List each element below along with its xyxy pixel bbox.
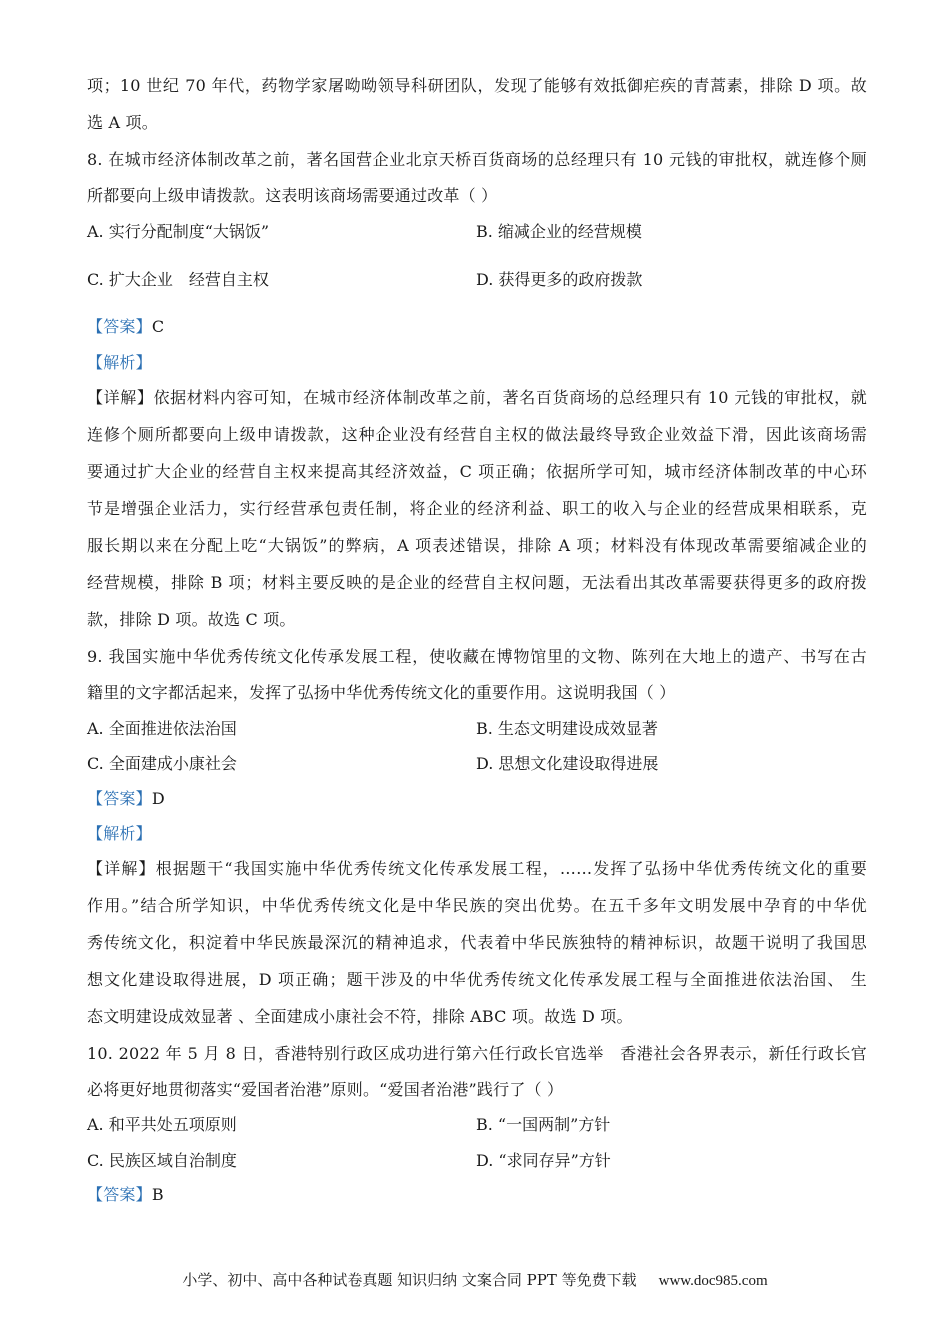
q8-detail-line: 连修个厕所都要向上级申请拨款，这种企业没有经营自主权的做法最终导致企业效益下滑，因此该商场需: [87, 425, 867, 444]
q9-option-a: A. 全面推进依法治国: [87, 719, 237, 738]
q9-detail-line: 态文明建设成效显著 、全面建成小康社会不符，排除 ABC 项。故选 D 项。: [87, 1007, 633, 1026]
text-line: 选 A 项。: [87, 113, 158, 132]
q9-detail-line: 秀传统文化，积淀着中华民族最深沉的精神追求，代表着中华民族独特的精神标识，故题干说明了我国思: [87, 933, 867, 952]
q10-option-a: A. 和平共处五项原则: [87, 1115, 237, 1134]
q10-option-b: B. “一国两制”方针: [476, 1115, 611, 1134]
answer-tag: 【答案】: [87, 1185, 152, 1204]
q8-detail-line: 服长期以来在分配上吃“大锅饭”的弊病，A 项表述错误，排除 A 项；材料没有体现改革需要缩减企业的: [87, 536, 867, 555]
q9-detail-line: 作用。”结合所学知识，中华优秀传统文化是中华民族的突出优势。在五千多年文明发展中孕育的中华优: [87, 896, 867, 915]
q9-detail-line: 想文化建设取得进展，D 项正确；题干涉及的中华优秀传统文化传承发展工程与全面推进依法治国、 生: [87, 970, 867, 989]
text-line: 项；10 世纪 70 年代，药物学家屠呦呦领导科研团队，发现了能够有效抵御疟疾的青蒿素，排除 D 项。故: [87, 76, 867, 95]
q9-option-c: C. 全面建成小康社会: [87, 754, 237, 773]
answer-value: B: [151, 1185, 164, 1204]
detail-tag: 【详解】: [87, 388, 154, 407]
answer-value: C: [151, 317, 165, 336]
question-10-stem: 必将更好地贯彻落实“爱国者治港”原则。“爱国者治港”践行了（ ）: [87, 1080, 564, 1099]
q8-analysis: [87, 353, 867, 373]
q9-detail-line: [87, 859, 867, 879]
q10-option-c: C. 民族区域自治制度: [87, 1151, 237, 1170]
question-8-stem: 8. 在城市经济体制改革之前，著名国营企业北京天桥百货商场的总经理只有 10 元钱的审批权，就连修个厕: [87, 150, 867, 169]
q8-detail-line: [87, 388, 867, 408]
q8-option-c: C. 扩大企业 经营自主权: [87, 270, 269, 289]
answer-tag: 【答案】: [87, 317, 152, 336]
q9-analysis: [87, 824, 867, 844]
question-8-stem: 所都要向上级申请拨款。这表明该商场需要通过改革（ ）: [87, 186, 498, 205]
q9-option-d: D. 思想文化建设取得进展: [476, 754, 659, 773]
q8-option-b: B. 缩减企业的经营规模: [476, 222, 642, 241]
detail-text: 依据材料内容可知，在城市经济体制改革之前，著名百货商场的总经理只有 10 元钱的审批权，就: [153, 388, 867, 407]
question-10-stem: 10. 2022 年 5 月 8 日，香港特别行政区成功进行第六任行政长官选举 香港社会各界表示，新任行政长官: [87, 1044, 867, 1063]
question-9-stem: 9. 我国实施中华优秀传统文化传承发展工程，使收藏在博物馆里的文物、陈列在大地上的遗产、书写在古: [87, 647, 867, 666]
q9-option-b: B. 生态文明建设成效显著: [476, 719, 658, 738]
analysis-tag: 【解析】: [87, 353, 152, 372]
footer-site-link[interactable]: www.doc985.com: [658, 1273, 768, 1289]
q10-answer: [87, 1185, 867, 1205]
answer-value: D: [151, 789, 165, 808]
q8-option-a: A. 实行分配制度“大锅饭”: [87, 222, 270, 241]
detail-tag: 【详解】: [87, 859, 156, 878]
answer-tag: 【答案】: [87, 789, 152, 808]
page-footer: [0, 1270, 950, 1291]
q8-detail-line: 款，排除 D 项。故选 C 项。: [87, 610, 296, 629]
detail-text: 根据题干“我国实施中华优秀传统文化传承发展工程，……发挥了弘扬中华优秀传统文化的重要: [155, 859, 867, 878]
q8-detail-line: 经营规模，排除 B 项；材料主要反映的是企业的经营自主权问题，无法看出其改革需要获得更多的政府拨: [87, 573, 867, 592]
q8-option-d: D. 获得更多的政府拨款: [476, 270, 643, 289]
question-9-stem: 籍里的文字都活起来，发挥了弘扬中华优秀传统文化的重要作用。这说明我国（ ）: [87, 683, 676, 702]
q8-detail-line: 节是增强企业活力，实行经营承包责任制，将企业的经济利益、职工的收入与企业的经营成果相联系，克: [87, 499, 867, 518]
q10-option-d: D. “求同存异”方针: [476, 1151, 611, 1170]
q8-detail-line: 要通过扩大企业的经营自主权来提高其经济效益，C 项正确；依据所学可知，城市经济体制改革的中心环: [87, 462, 867, 481]
footer-text: 小学、初中、高中各种试卷真题 知识归纳 文案合同 PPT 等免费下载: [182, 1271, 637, 1289]
q8-answer: [87, 317, 867, 337]
analysis-tag: 【解析】: [87, 824, 152, 843]
q9-answer: [87, 789, 867, 809]
